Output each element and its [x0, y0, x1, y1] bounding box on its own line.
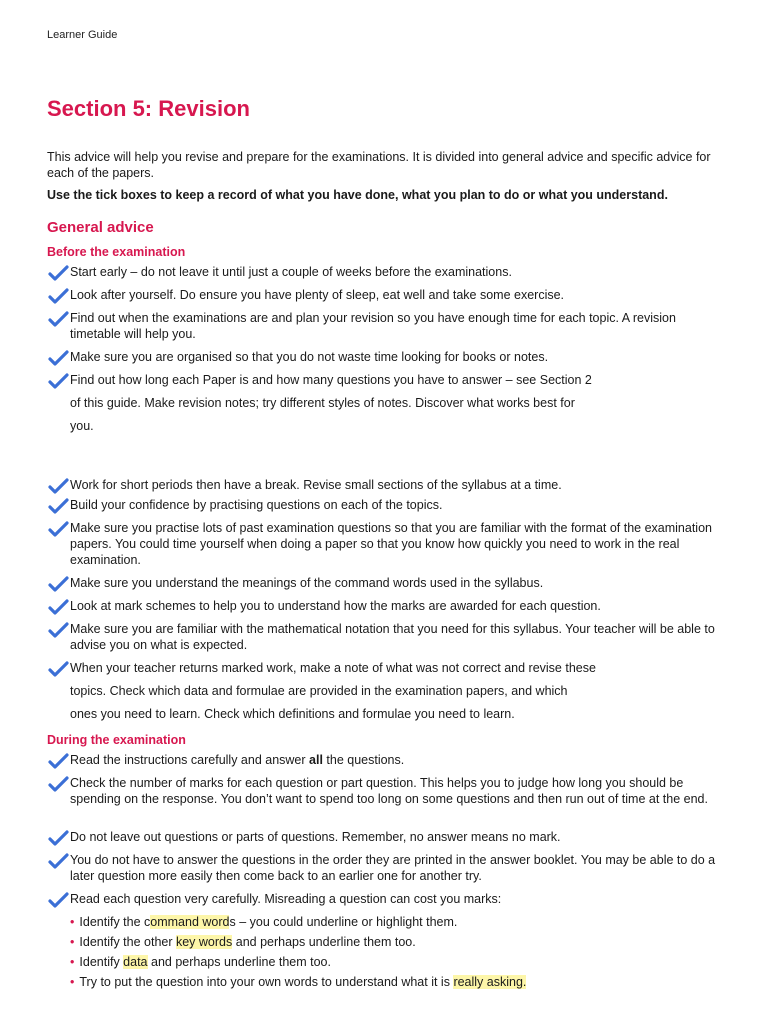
check-icon[interactable] [47, 852, 69, 870]
checklist-item[interactable]: You do not have to answer the questions in the order they are printed in the answer booklet. You may be able to do a later question more easily then come back to an earlier one for another try. [47, 852, 727, 884]
check-icon[interactable] [47, 497, 69, 515]
checklist-item[interactable]: Find out how long each Paper is and how many questions you have to answer – see Section 2 [47, 372, 727, 388]
checklist-continuation: ones you need to learn. Check which definitions and formulae you need to learn. [70, 707, 515, 721]
header-label: Learner Guide [47, 29, 118, 41]
checklist-continuation: topics. Check which data and formulae are provided in the examination papers, and which [70, 684, 568, 698]
section-title: Section 5: Revision [47, 96, 250, 121]
check-icon[interactable] [47, 598, 69, 616]
checklist-item[interactable]: When your teacher returns marked work, make a note of what was not correct and revise these [47, 660, 727, 676]
checklist-item[interactable]: Build your confidence by practising questions on each of the topics. [47, 497, 727, 513]
checklist-continuation: of this guide. Make revision notes; try different styles of notes. Discover what works best for [70, 396, 575, 410]
check-icon[interactable] [47, 829, 69, 847]
check-icon[interactable] [47, 660, 69, 678]
checklist-item[interactable]: Find out when the examinations are and plan your revision so you have enough time for each topic. A revision timetable will help you. [47, 310, 727, 342]
checklist-item[interactable]: Work for short periods then have a break. Revise small sections of the syllabus at a time. [47, 477, 727, 493]
check-icon[interactable] [47, 372, 69, 390]
checklist-item[interactable]: Start early – do not leave it until just a couple of weeks before the examinations. [47, 264, 727, 280]
checklist-item[interactable]: Make sure you practise lots of past examination questions so that you are familiar with the format of the examination papers. You could time yourself when doing a paper so that you know how quickly you need to work in the real examination. [47, 520, 727, 568]
before-exam-heading: Before the examination [47, 245, 186, 259]
bullet-dot: • [70, 915, 75, 929]
intro-paragraph: This advice will help you revise and prepare for the examinations. It is divided into general advice and specific advice for each of the papers. [47, 150, 711, 180]
bullet-dot: • [70, 975, 75, 989]
checklist-item[interactable]: Do not leave out questions or parts of questions. Remember, no answer means no mark. [47, 829, 727, 845]
bullet-item: • Identify data and perhaps underline them too. [70, 955, 331, 969]
intro-instruction: Use the tick boxes to keep a record of what you have done, what you plan to do or what you understand. [47, 188, 668, 202]
check-icon[interactable] [47, 575, 69, 593]
check-icon[interactable] [47, 752, 69, 770]
bullet-item: • Identify the command words – you could underline or highlight them. [70, 915, 458, 929]
check-icon[interactable] [47, 621, 69, 639]
check-icon[interactable] [47, 287, 69, 305]
checklist-item[interactable]: Make sure you understand the meanings of the command words used in the syllabus. [47, 575, 727, 591]
checklist-item[interactable]: Make sure you are organised so that you do not waste time looking for books or notes. [47, 349, 727, 365]
check-icon[interactable] [47, 477, 69, 495]
checklist-item[interactable]: Check the number of marks for each question or part question. This helps you to judge how long you should be spending on the response. You don’t want to spend too long on some questions and then run out of time at the end. [47, 775, 727, 807]
bullet-item: • Identify the other key words and perhaps underline them too. [70, 935, 416, 949]
check-icon[interactable] [47, 520, 69, 538]
check-icon[interactable] [47, 891, 69, 909]
checklist-continuation: you. [70, 419, 94, 433]
bullet-item: • Try to put the question into your own words to understand what it is really asking. [70, 975, 527, 989]
check-icon[interactable] [47, 775, 69, 793]
checklist-item[interactable]: Look after yourself. Do ensure you have plenty of sleep, eat well and take some exercise. [47, 287, 727, 303]
bullet-dot: • [70, 935, 75, 949]
check-icon[interactable] [47, 349, 69, 367]
bullet-dot: • [70, 955, 75, 969]
check-icon[interactable] [47, 264, 69, 282]
checklist-item[interactable]: Look at mark schemes to help you to understand how the marks are awarded for each question. [47, 598, 727, 614]
during-exam-heading: During the examination [47, 733, 186, 747]
check-icon[interactable] [47, 310, 69, 328]
checklist-item[interactable]: Make sure you are familiar with the mathematical notation that you need for this syllabus. Your teacher will be able to advise you on what is expected. [47, 621, 727, 653]
checklist-item[interactable]: Read the instructions carefully and answer all the questions. [47, 752, 727, 768]
checklist-item[interactable]: Read each question very carefully. Misreading a question can cost you marks: [47, 891, 727, 907]
general-advice-heading: General advice [47, 219, 154, 236]
